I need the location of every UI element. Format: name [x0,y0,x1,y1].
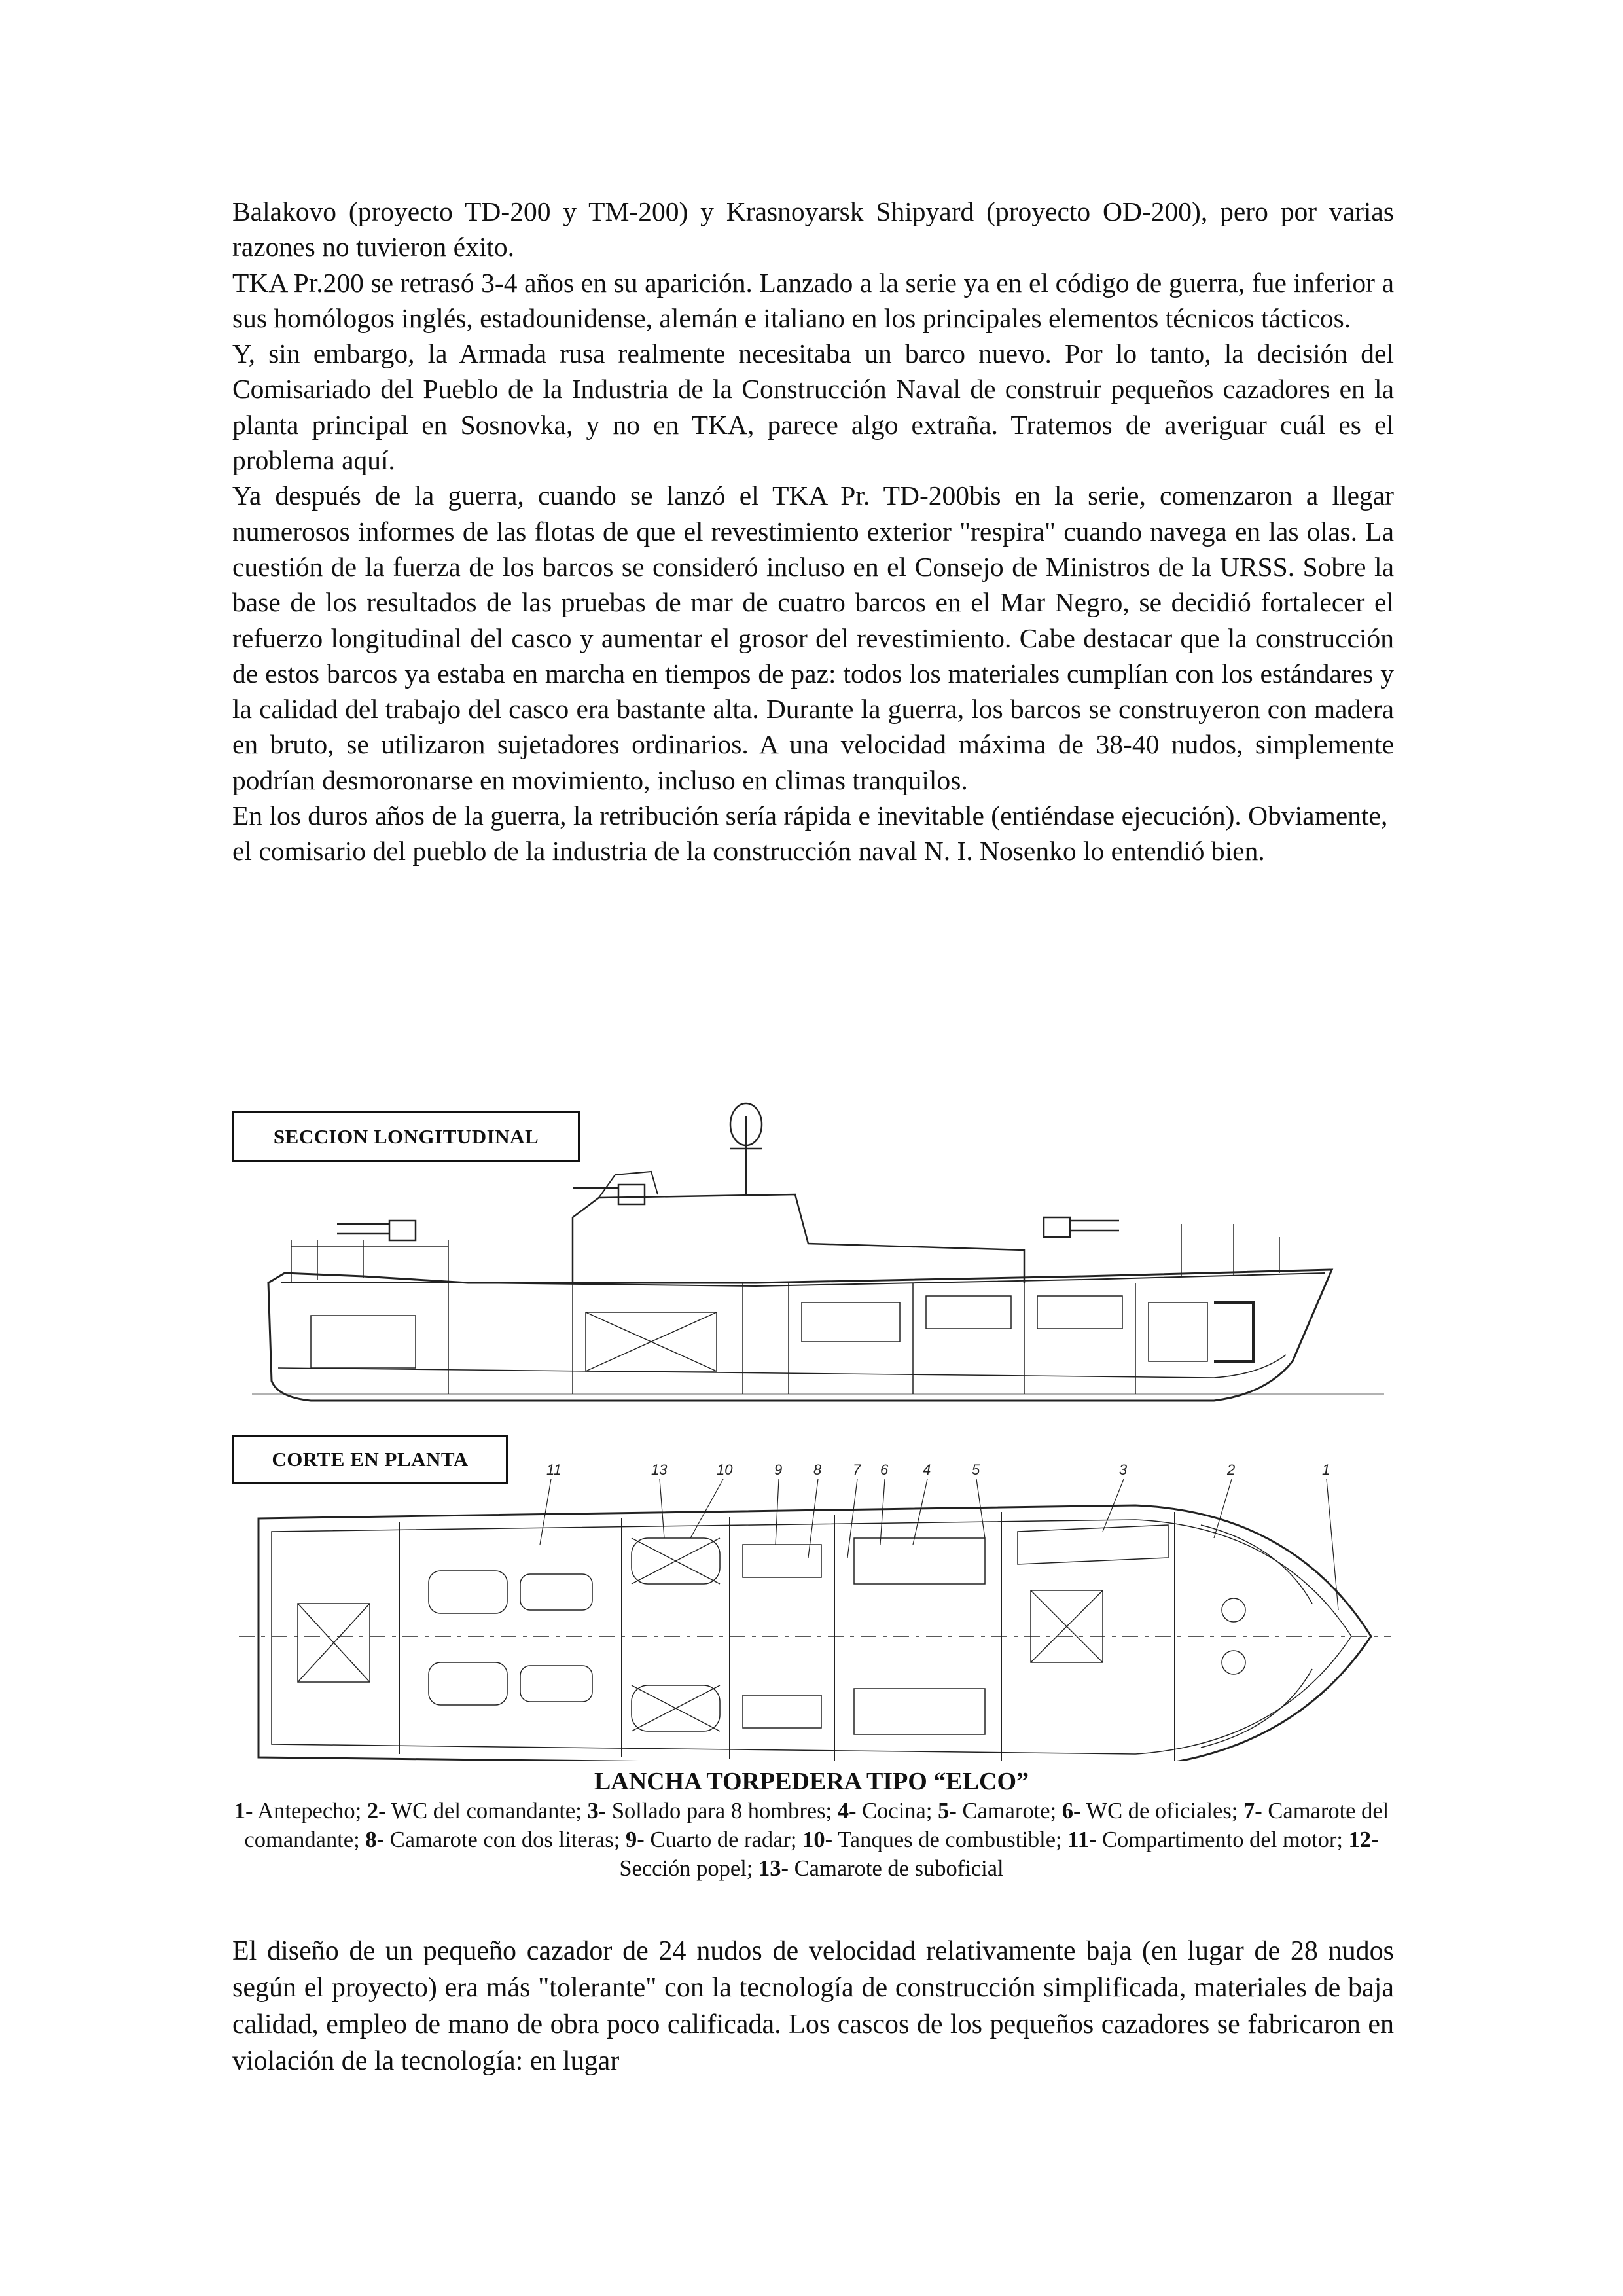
paragraph: En los duros años de la guerra, la retribución sería rápida e inevitable (entiéndase ejecución). Obviamente, el comisario del pueblo de la industria de la construcción naval N. I. Nosenko lo entendió bien. [232,800,1388,867]
legend-number: 3- [587,1799,607,1823]
paragraph: El diseño de un pequeño cazador de 24 nudos de velocidad relativamente baja (en lugar de 28 nudos según el proyecto) era más "tolerante" con la tecnología de construcción simplificada, materiales de baja calidad, empleo de mano de obra poco calificada. Los cascos de los pequeños cazadores se fabricaron en violación de la tecnología: en lugar [232,1936,1394,2076]
legend-number: 12- [1348,1827,1379,1852]
figure-legend [216,1797,1407,1883]
plan-label-box: CORTE EN PLANTA [232,1435,508,1484]
callout-label: 1 [1322,1462,1330,1478]
legend-text: Camarote del comandante; [244,1799,1389,1852]
callout-label: 8 [813,1462,822,1478]
legend-text: Antepecho; [253,1799,367,1823]
legend-text: Camarote; [956,1799,1062,1823]
callout-label: 11 [546,1462,562,1478]
callout-label: 5 [972,1462,980,1478]
legend-text: Cocina; [856,1799,938,1823]
paragraph: TKA Pr.200 se retrasó 3-4 años en su aparición. Lanzado a la serie ya en el código de guerra, fue inferior a sus homólogos inglés, estadounidense, alemán e italiano en los principales elementos técnicos tácticos. [232,267,1394,333]
callout-label: 6 [880,1462,889,1478]
callout-label: 4 [923,1462,931,1478]
legend-text: Tanques de combustible; [832,1827,1068,1852]
callout-label: 3 [1119,1462,1128,1478]
callout-label: 7 [853,1462,861,1478]
legend-number: 7- [1243,1799,1262,1823]
legend-text: WC del comandante; [385,1799,588,1823]
legend-number: 6- [1061,1799,1081,1823]
legend-text: Sollado para 8 hombres; [606,1799,838,1823]
legend-number: 5- [938,1799,957,1823]
plan-section-drawing [239,1462,1391,1761]
callout-label: 2 [1227,1462,1236,1478]
paragraph: Balakovo (proyecto TD-200 y TM-200) y Krasnoyarsk Shipyard (proyecto OD-200), pero por varias razones no tuvieron éxito. [232,196,1394,262]
legend-number: 8- [365,1827,385,1852]
legend-text: Compartimento del motor; [1096,1827,1349,1852]
legend-text: Sección popel; [619,1856,759,1881]
legend-number: 13- [758,1856,789,1881]
figure-caption-title: LANCHA TORPEDERA TIPO “ELCO” [594,1768,1029,1795]
legend-text: Cuarto de radar; [644,1827,803,1852]
legend-number: 2- [366,1799,386,1823]
legend-number: 4- [837,1799,857,1823]
callout-label: 10 [717,1462,733,1478]
boat-figure [232,1086,1394,1761]
paragraph: Y, sin embargo, la Armada rusa realmente necesitaba un barco nuevo. Por lo tanto, la decisión del Comisariado del Pueblo de la Industria de la Construcción Naval de construir pequeños cazadores en la planta principal en Sosnovka, y no en TKA, parece algo extraña. Tratemos de averiguar cuál es el problema aquí. [232,338,1394,476]
legend-number: 1- [234,1799,253,1823]
callout-label: 13 [651,1462,668,1478]
callout-label: 9 [774,1462,783,1478]
body-text-top [232,194,1394,869]
legend-number: 10- [802,1827,833,1852]
paragraph: Ya después de la guerra, cuando se lanzó el TKA Pr. TD-200bis en la serie, comenzaron a llegar numerosos informes de las flotas de que el revestimiento exterior "respira" cuando navega en las olas. La cuestión de la fuerza de los barcos se consideró incluso en el Consejo de Ministros de la URSS. Sobre la base de los resultados de las pruebas de mar de cuatro barcos en el Mar Negro, se decidió fortalecer el refuerzo longitudinal del casco y aumentar el grosor del revestimiento. Cabe destacar que la construcción de estos barcos ya estaba en marcha en tiempos de paz: todos los materiales cumplían con los estándares y la calidad del trabajo del casco era bastante alta. Durante la guerra, los barcos se construyeron con madera en bruto, se utilizaron sujetadores ordinarios. A una velocidad máxima de 38-40 nudos, simplemente podrían desmoronarse en movimiento, incluso en climas tranquilos. [232,480,1394,795]
legend-text: WC de oficiales; [1080,1799,1243,1823]
legend-number: 9- [625,1827,645,1852]
legend-text: Camarote con dos literas; [384,1827,626,1852]
boat-drawing [232,1086,1394,1761]
section-label-box: SECCION LONGITUDINAL [232,1111,580,1162]
body-text-bottom [232,1933,1394,2079]
legend-number: 11- [1067,1827,1097,1852]
legend-text: Camarote de suboficial [789,1856,1004,1881]
